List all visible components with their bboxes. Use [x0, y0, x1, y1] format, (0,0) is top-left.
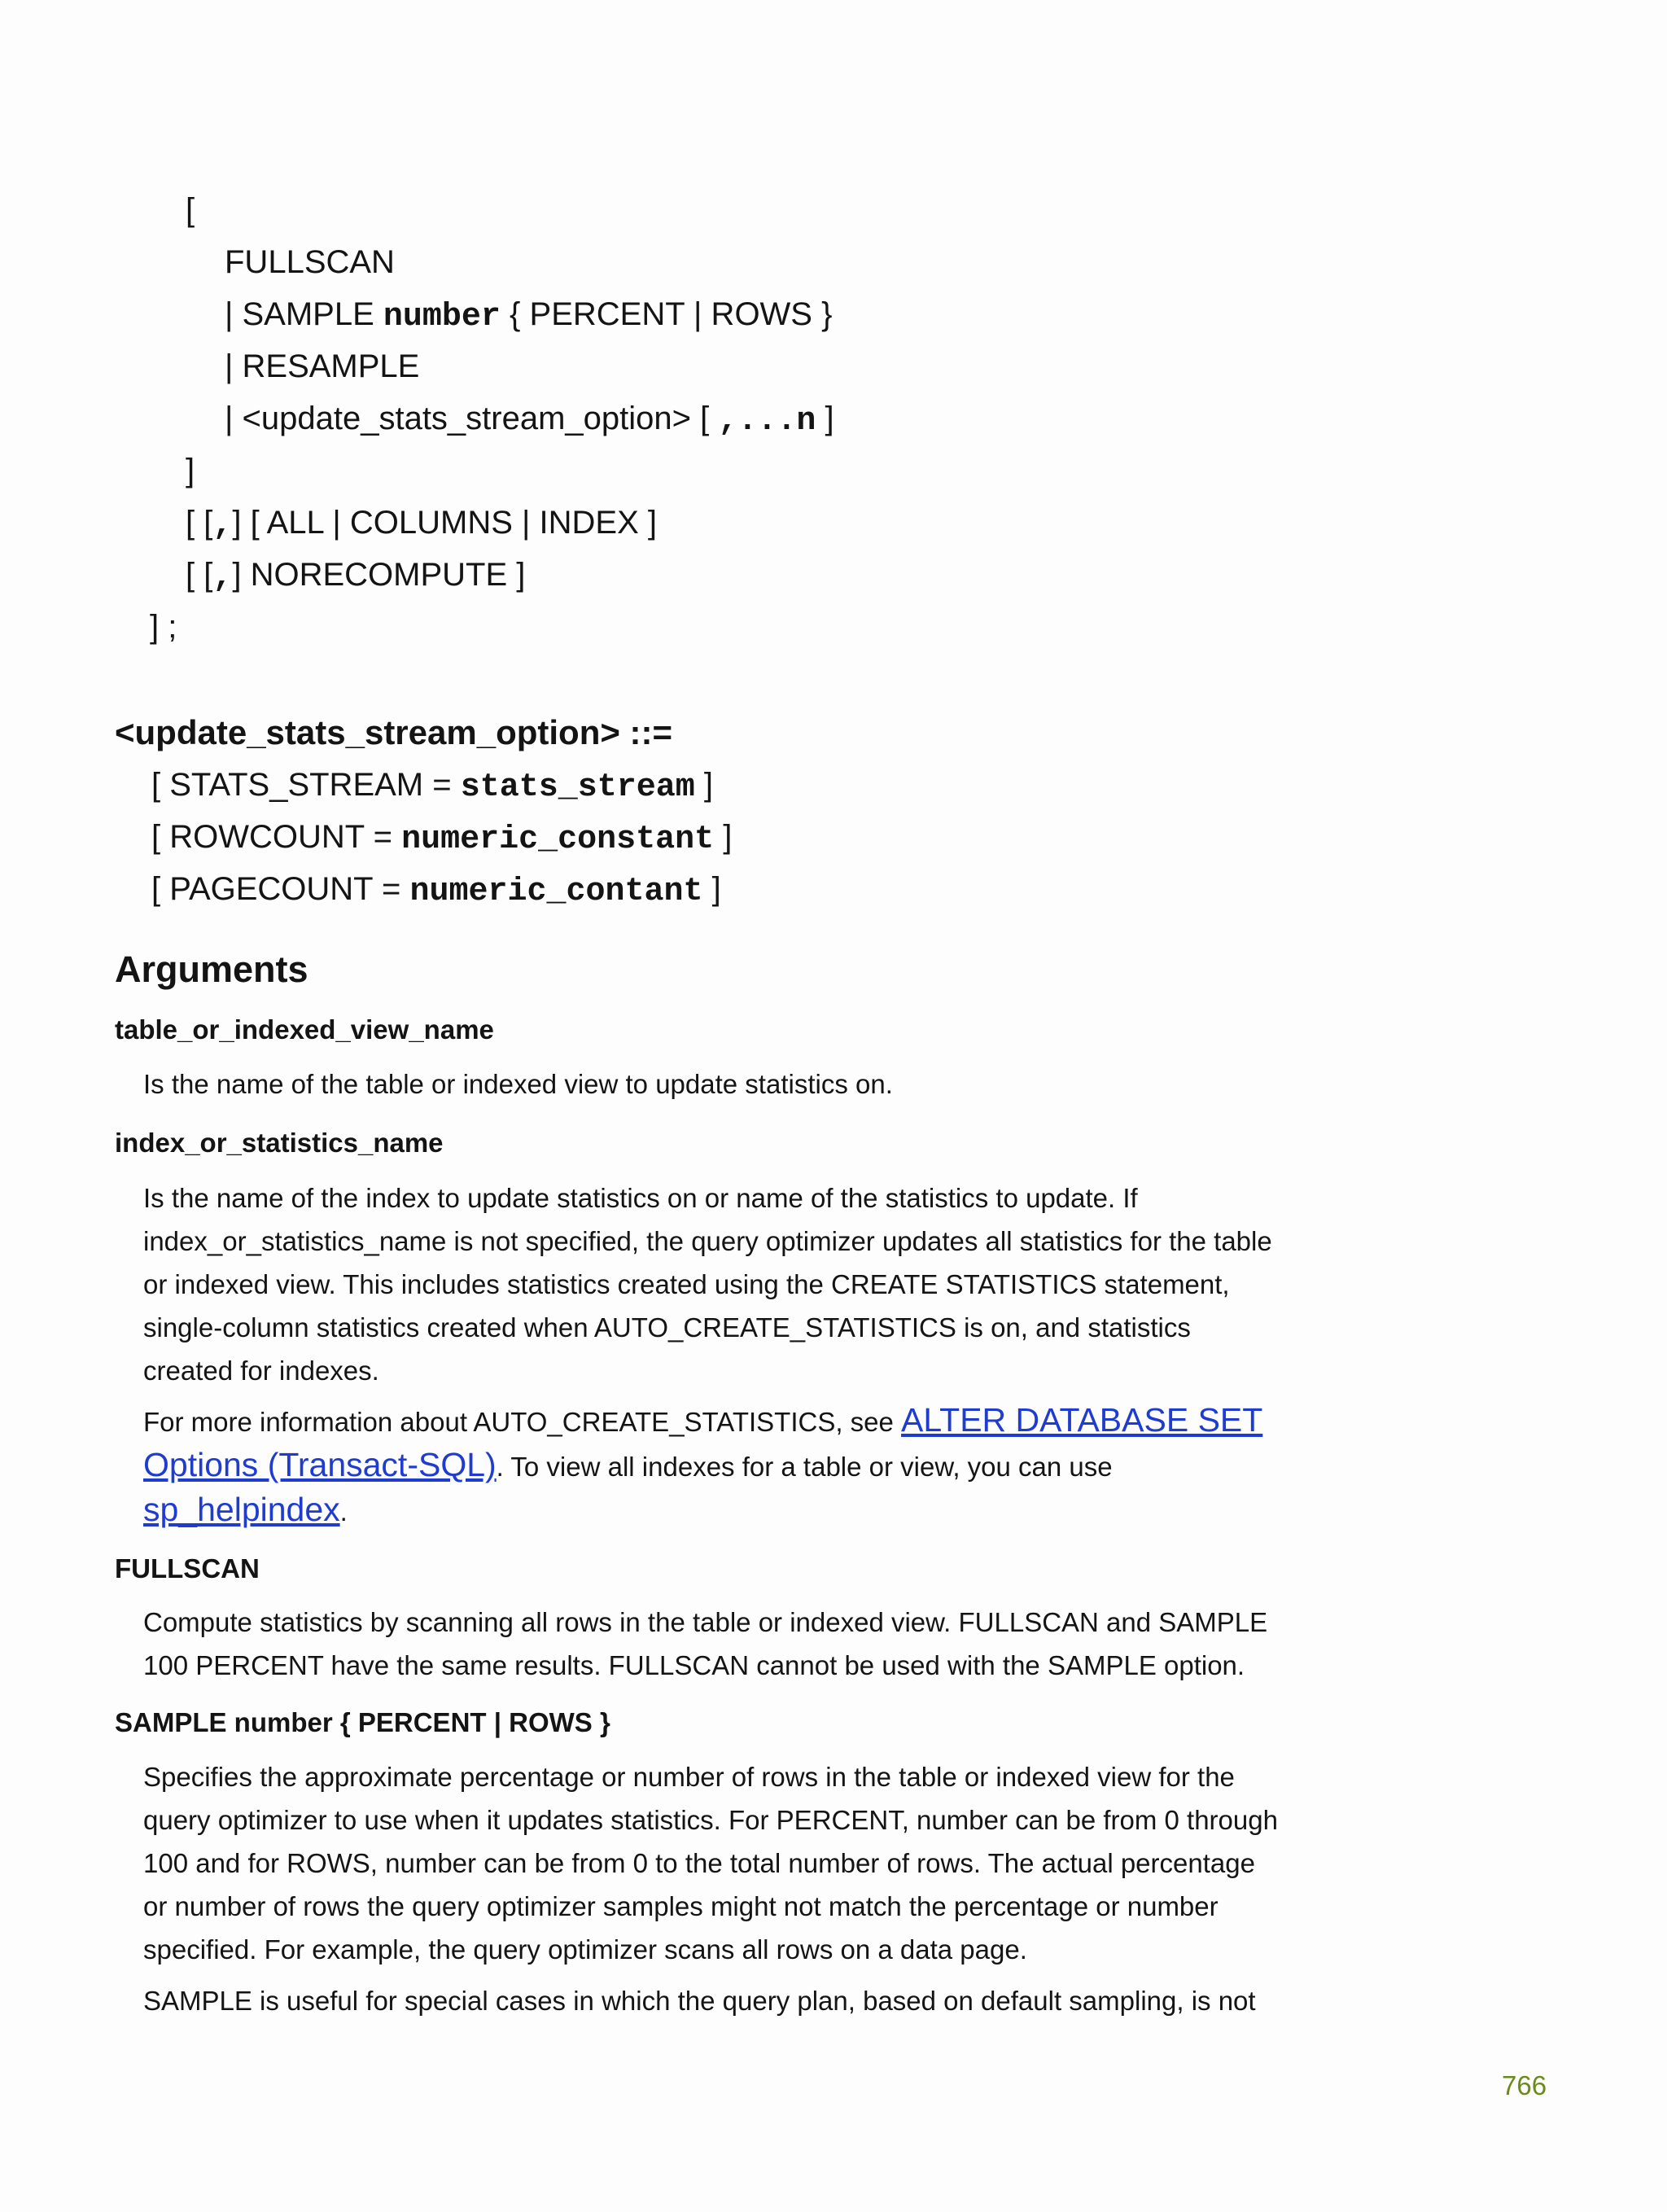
syntax-line: ] ;: [150, 609, 177, 645]
arguments-heading: Arguments: [115, 948, 308, 990]
argument-term: SAMPLE number { PERCENT | ROWS }: [115, 1707, 610, 1737]
syntax-line: | RESAMPLE: [225, 348, 420, 384]
sp-helpindex-link[interactable]: sp_helpindex: [143, 1491, 340, 1528]
more-info-paragraph: For more information about AUTO_CREATE_STATISTICS, see ALTER DATABASE SET Options (Transact-SQL). To view all indexes for a table or view, you can use sp_helpindex.: [143, 1401, 1263, 1528]
syntax-line: FULLSCAN: [225, 244, 395, 280]
syntax-option-line: [ ROWCOUNT = numeric_constant ]: [151, 819, 733, 858]
argument-description: Is the name of the table or indexed view to update statistics on.: [143, 1069, 893, 1099]
syntax-code: ,: [212, 559, 233, 596]
argument-description: Is the name of the index to update statistics on or name of the statistics to update. If index_or_statistics_name is not specified, the query optimizer updates all statistics for the table or indexed view. This includes statistics created using the CREATE STATISTICS statement, single-column statistics created when AUTO_CREATE_STATISTICS is on, and statistics created for indexes. For more information about AUTO_CREATE_STATISTICS, see ALTER DATABASE SET Options (Transact-SQL). To view all indexes for a table or view, you can use sp_helpindex.: [143, 1176, 1283, 1533]
syntax-code: number: [383, 299, 501, 335]
syntax-line: [: [186, 192, 195, 228]
argument-description: Specifies the approximate percentage or number of rows in the table or indexed view for the query optimizer to use when it updates statistics. For PERCENT, number can be from 0 through 100 and for ROWS, number can be from 0 to the total number of rows. The actual percentage or number of rows the query optimizer samples might not match the percentage or number specified. For example, the query optimizer scans all rows on a data page. SAMPLE is useful for special cases in which the query plan, based on default sampling, is not: [143, 1762, 1278, 2016]
alter-database-link[interactable]: ALTER DATABASE SET Options (Transact-SQL): [143, 1401, 1263, 1483]
syntax-code: ,: [212, 507, 233, 544]
syntax-line: | <update_stats_stream_option> [ ,...n ]: [225, 401, 834, 440]
syntax-code: ,...n: [718, 403, 816, 440]
syntax-line: [ [,] NORECOMPUTE ]: [186, 557, 526, 596]
syntax-option-line: [ PAGECOUNT = numeric_contant ]: [151, 871, 721, 910]
argument-description: Compute statistics by scanning all rows in the table or indexed view. FULLSCAN and SAMPLE 100 PERCENT have the same results. FULLSCAN cannot be used with the SAMPLE option.: [143, 1607, 1268, 1680]
page-number: 766: [1502, 2070, 1547, 2100]
syntax-option-header: <update_stats_stream_option> ::=: [115, 713, 673, 751]
syntax-code: numeric_contant: [409, 874, 703, 910]
syntax-line: | SAMPLE number { PERCENT | ROWS }: [225, 296, 833, 335]
syntax-line: ]: [186, 453, 195, 488]
argument-term: FULLSCAN: [115, 1553, 260, 1583]
argument-term: index_or_statistics_name: [115, 1128, 444, 1158]
argument-term: table_or_indexed_view_name: [115, 1014, 494, 1045]
syntax-line: [ [,] [ ALL | COLUMNS | INDEX ]: [186, 505, 658, 544]
syntax-code: stats_stream: [460, 769, 695, 806]
syntax-code: numeric_constant: [401, 821, 715, 858]
syntax-option-line: [ STATS_STREAM = stats_stream ]: [151, 767, 713, 806]
